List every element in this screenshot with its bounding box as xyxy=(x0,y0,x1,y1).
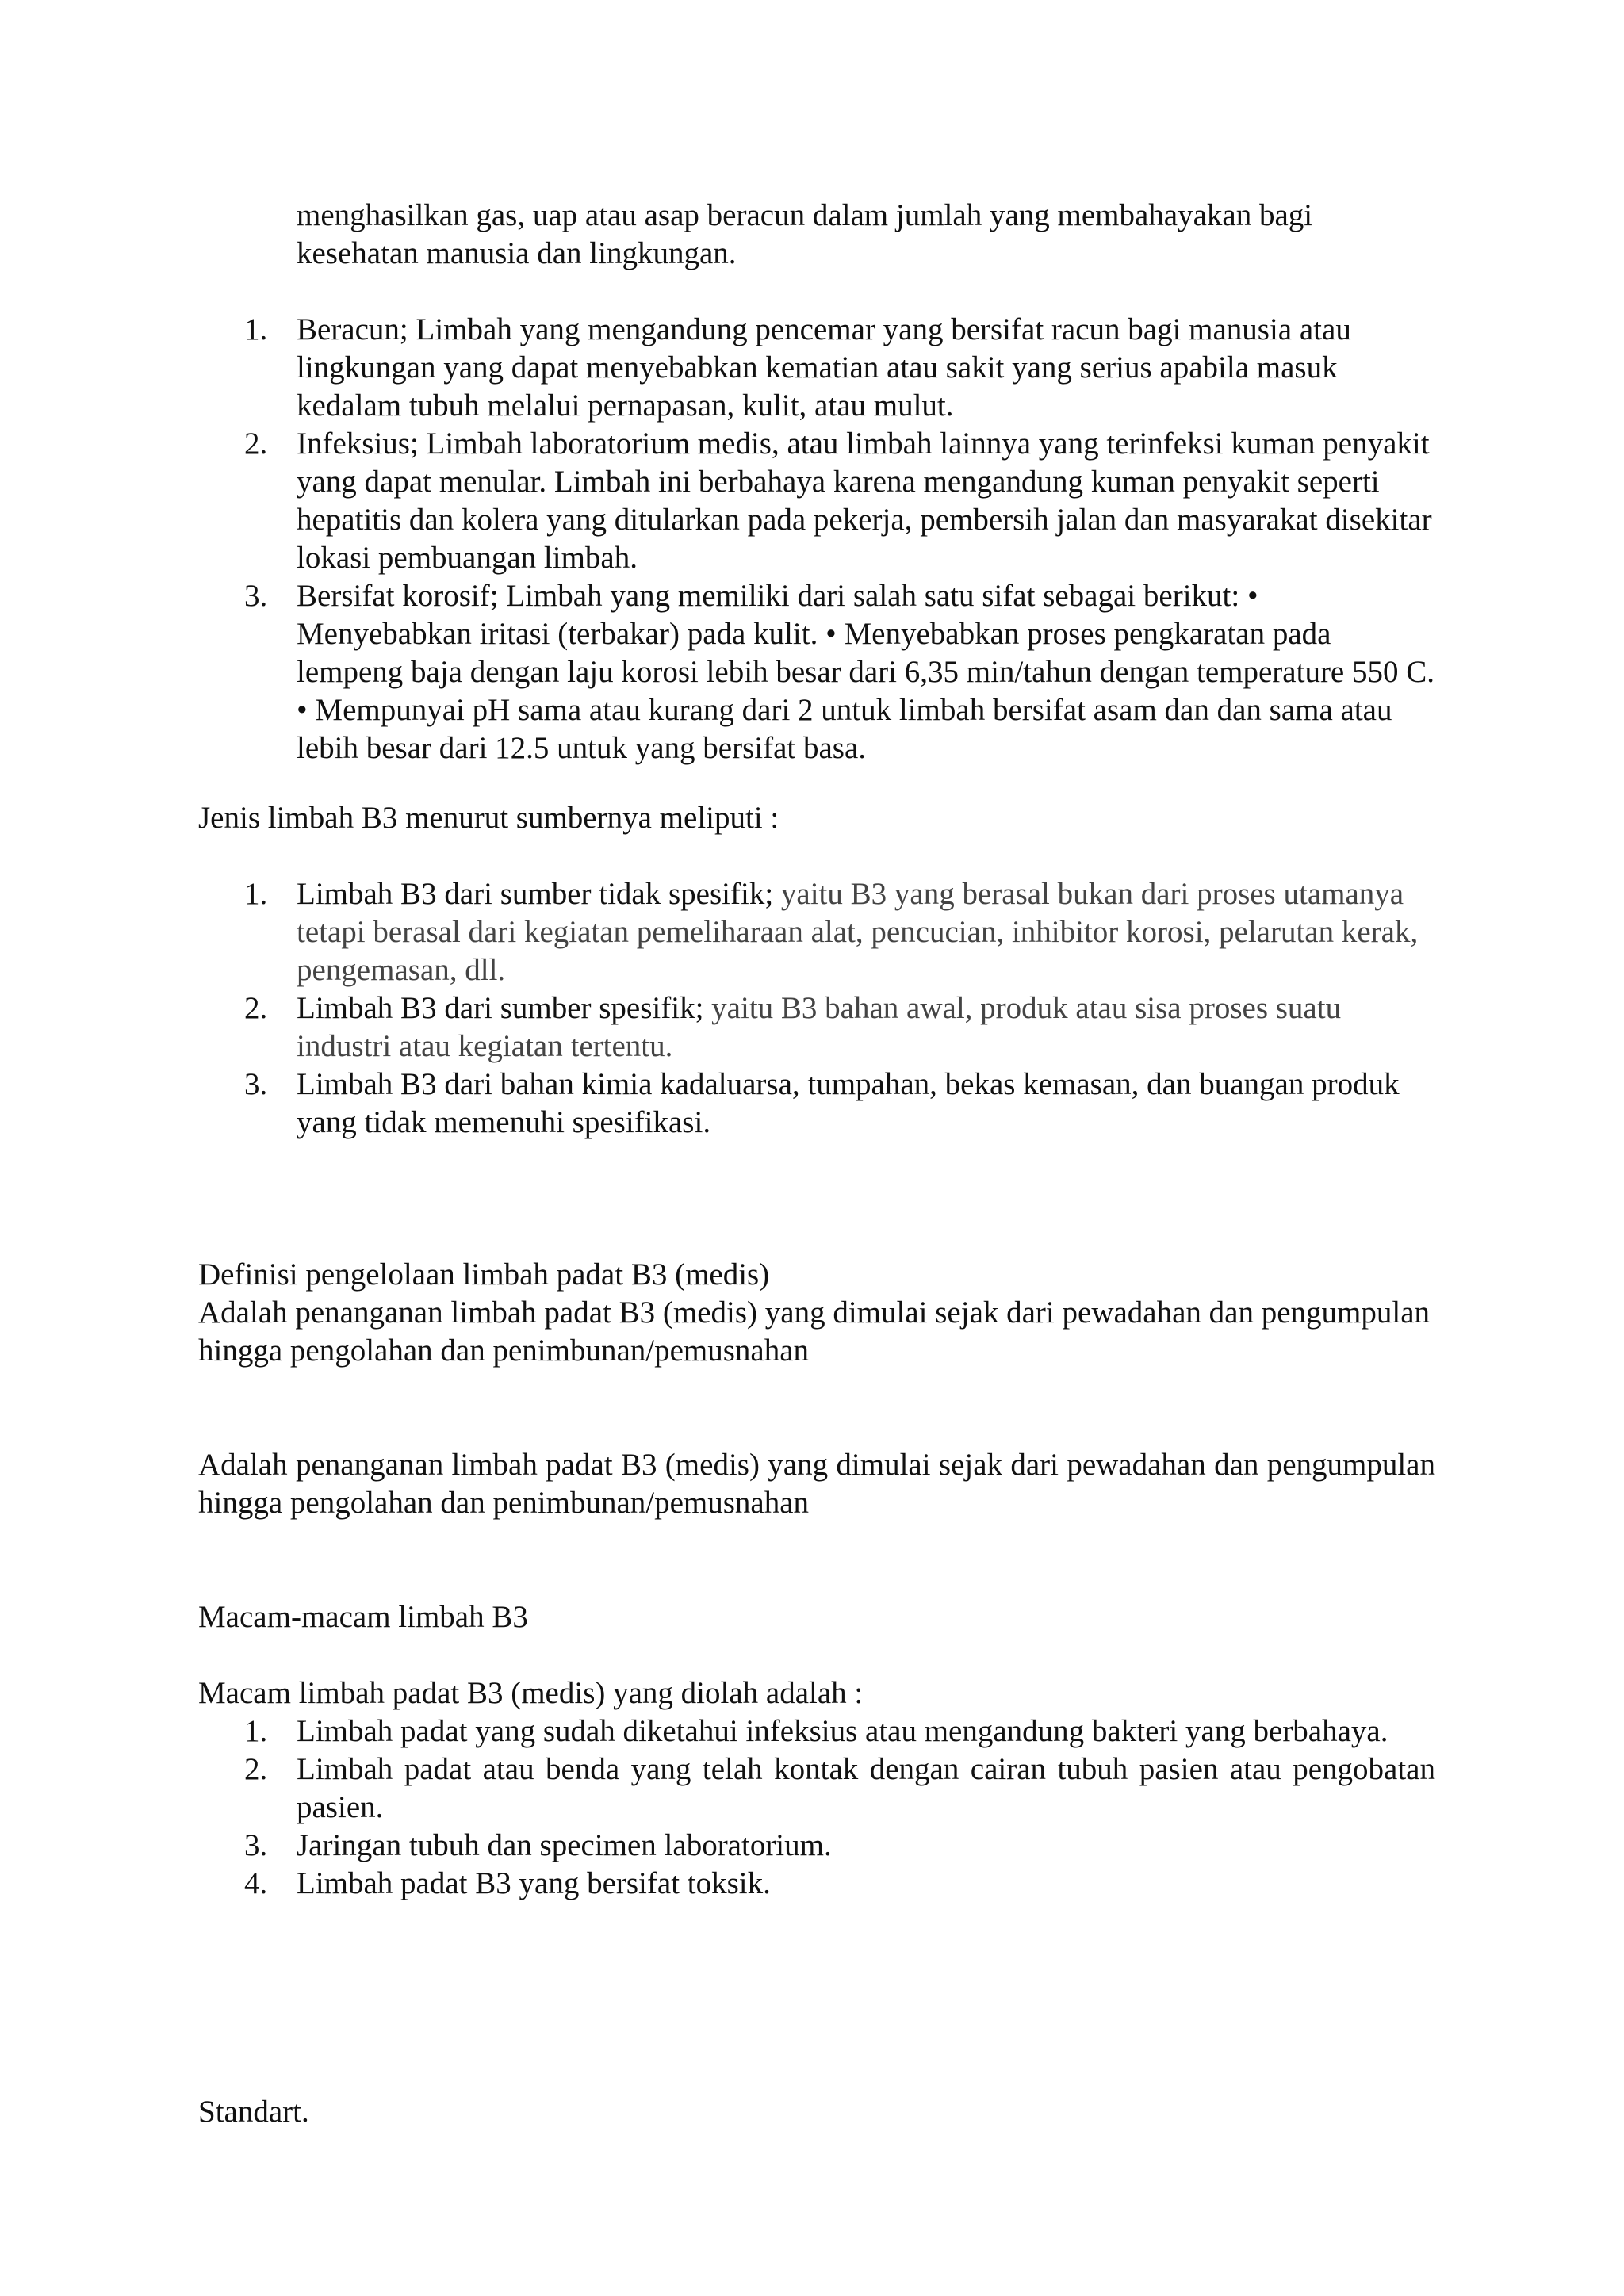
list-rest: yaitu B3 yang berasal bukan dari proses utamanya tetapi berasal dari kegiatan pemeliharaan alat, pencucian, inhibitor korosi, pelarutan kerak, pengemasan, dll. xyxy=(297,877,1419,987)
list-lead: Limbah B3 dari sumber spesifik; xyxy=(297,991,704,1025)
list-item xyxy=(198,1827,1435,1865)
list-number: 2. xyxy=(244,427,268,461)
list-number: 3. xyxy=(244,579,268,613)
list-text: Limbah padat yang sudah diketahui infeksius atau mengandung bakteri yang berbahaya. xyxy=(297,1714,1388,1748)
list-text: Bersifat korosif; Limbah yang memiliki dari salah satu sifat sebagai berikut: • Menyebabkan iritasi (terbakar) pada kulit. • Menyebabkan proses pengkaratan pada lempeng baja dengan laju korosi lebih besar dari 6,35 min/tahun dengan temperature 550 C. • Mempunyai pH sama atau kurang dari 2 untuk limbah bersifat asam dan dan sama atau lebih besar dari 12.5 untuk yang bersifat basa. xyxy=(297,579,1435,765)
types-heading: Macam-macam limbah B3 xyxy=(198,1600,528,1634)
sources-heading: Jenis limbah B3 menurut sumbernya meliputi : xyxy=(198,801,779,835)
list-text: Infeksius; Limbah laboratorium medis, atau limbah lainnya yang terinfeksi kuman penyakit yang dapat menular. Limbah ini berbahaya karena mengandung kuman penyakit seperti hepatitis dan kolera yang ditularkan pada pekerja, pembersih jalan dan masyarakat disekitar lokasi pembuangan limbah. xyxy=(297,427,1432,575)
list-text: Jaringan tubuh dan specimen laboratorium. xyxy=(297,1828,832,1862)
list-item xyxy=(198,1751,1435,1827)
list-number: 3. xyxy=(244,1067,268,1101)
list-number: 2. xyxy=(244,1752,268,1786)
definition-heading: Definisi pengelolaan limbah padat B3 (medis) xyxy=(198,1257,770,1292)
list-lead: Limbah B3 dari bahan kimia kadaluarsa, tumpahan, bekas kemasan, dan buangan produk yang tidak memenuhi spesifikasi. xyxy=(297,1067,1400,1139)
list-text: Limbah padat atau benda yang telah kontak dengan cairan tubuh pasien atau pengobatan pasien. xyxy=(297,1752,1435,1824)
list-rest: yaitu B3 bahan awal, produk atau sisa proses suatu industri atau kegiatan tertentu. xyxy=(297,991,1342,1063)
list-item xyxy=(198,425,1435,577)
list-number: 4. xyxy=(244,1866,268,1900)
list-text: Beracun; Limbah yang mengandung pencemar yang bersifat racun bagi manusia atau lingkungan yang dapat menyebabkan kematian atau sakit yang serius apabila masuk kedalam tubuh melalui pernapasan, kulit, atau mulut. xyxy=(297,312,1351,423)
continuation-paragraph: menghasilkan gas, uap atau asap beracun dalam jumlah yang membahayakan bagi kesehatan manusia dan lingkungan. xyxy=(297,198,1313,270)
list-item xyxy=(198,875,1435,989)
list-lead: Limbah B3 dari sumber tidak spesifik; xyxy=(297,877,774,911)
sources-list xyxy=(198,875,1435,1142)
list-number: 1. xyxy=(244,1714,268,1748)
list-item xyxy=(198,1712,1435,1751)
list-number: 2. xyxy=(244,991,268,1025)
closing-text: Standart. xyxy=(198,2095,309,2129)
list-number: 3. xyxy=(244,1828,268,1862)
list-item xyxy=(198,989,1435,1066)
list-number: 1. xyxy=(244,877,268,911)
definition-text: Adalah penanganan limbah padat B3 (medis) yang dimulai sejak dari pewadahan dan pengumpulan hingga pengolahan dan penimbunan/pemusnahan xyxy=(198,1295,1431,1368)
list-item xyxy=(198,1865,1435,1903)
list-number: 1. xyxy=(244,312,268,346)
list-item xyxy=(198,1066,1435,1142)
types-intro: Macam limbah padat B3 (medis) yang diolah adalah : xyxy=(198,1676,864,1710)
types-list xyxy=(198,1712,1435,1903)
list-item xyxy=(198,311,1435,425)
definition-text-repeat: Adalah penanganan limbah padat B3 (medis) yang dimulai sejak dari pewadahan dan pengumpulan hingga pengolahan dan penimbunan/pemusnahan xyxy=(198,1448,1435,1520)
list-text: Limbah padat B3 yang bersifat toksik. xyxy=(297,1866,771,1900)
list-item xyxy=(198,577,1435,767)
characteristics-list xyxy=(198,311,1435,767)
